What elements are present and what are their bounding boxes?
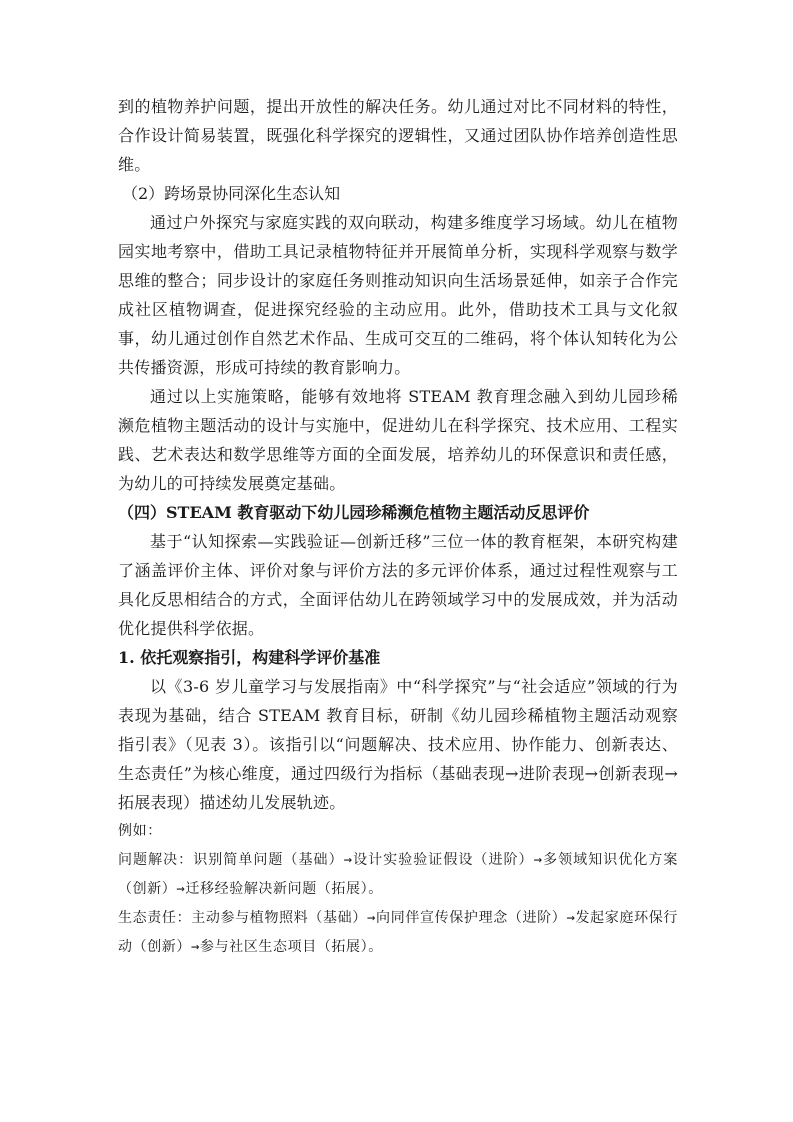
paragraph-evaluation-framework: 基于“认知探索—实践验证—创新迁移”三位一体的教育框架，本研究构建了涵盖评价主体、评价对象与评价方法的多元评价体系，通过过程性观察与工具化反思相结合的方式，全面评估幼儿在跨领域学习中的发展成效，并为活动优化提供科学依据。 — [118, 532, 678, 638]
heading-observation-guide: 1. 依托观察指引，构建科学评价基准 — [118, 648, 381, 667]
example-eco-responsibility: 生态责任：主动参与植物照料（基础）→向同伴宣传保护理念（进阶）→发起家庭环保行动（创新）→参与社区生态项目（拓展）。 — [118, 910, 678, 955]
example-problem-solving: 问题解决：识别简单问题（基础）→设计实验验证假设（进阶）→多领域知识优化方案（创新）→迁移经验解决新问题（拓展）。 — [118, 852, 678, 897]
paragraph-summary: 通过以上实施策略，能够有效地将 STEAM 教育理念融入到幼儿园珍稀濒危植物主题活动的设计与实施中，促进幼儿在科学探究、技术应用、工程实践、艺术表达和数学思维等方面的全面发展，培养幼儿的环保意识和责任感，为幼儿的可持续发展奠定基础。 — [118, 387, 678, 493]
paragraph-observation-guide: 以《3-6 岁儿童学习与发展指南》中“科学探究”与“社会适应”领域的行为表现为基础，结合 STEAM 教育目标，研制《幼儿园珍稀植物主题活动观察指引表》（见表 3）。该指引以“问题解决、技术应用、协作能力、创新表达、生态责任”为核心维度，通过四级行为指标（基础表现→进阶表现→创新表现→拓展表现）描述幼儿发展轨迹。 — [118, 677, 678, 812]
paragraph-cross-scene: 通过户外探究与家庭实践的双向联动，构建多维度学习场域。幼儿在植物园实地考察中，借助工具记录植物特征并开展简单分析，实现科学观察与数学思维的整合；同步设计的家庭任务则推动知识向生活场景延伸，如亲子合作完成社区植物调查，促进探究经验的主动应用。此外，借助技术工具与文化叙事，幼儿通过创作自然艺术作品、生成可交互的二维码，将个体认知转化为公共传播资源，形成可持续的教育影响力。 — [118, 213, 678, 377]
example-intro: 例如： — [118, 823, 162, 839]
paragraph-continuation: 到的植物养护问题，提出开放性的解决任务。幼儿通过对比不同材料的特性，合作设计简易装置，既强化科学探究的逻辑性，又通过团队协作培养创造性思维。 — [118, 97, 678, 174]
document-body — [118, 92, 678, 962]
section-heading-evaluation: （四）STEAM 教育驱动下幼儿园珍稀濒危植物主题活动反思评价 — [118, 503, 590, 522]
subheading-cross-scene: （2）跨场景协同深化生态认知 — [122, 184, 341, 203]
